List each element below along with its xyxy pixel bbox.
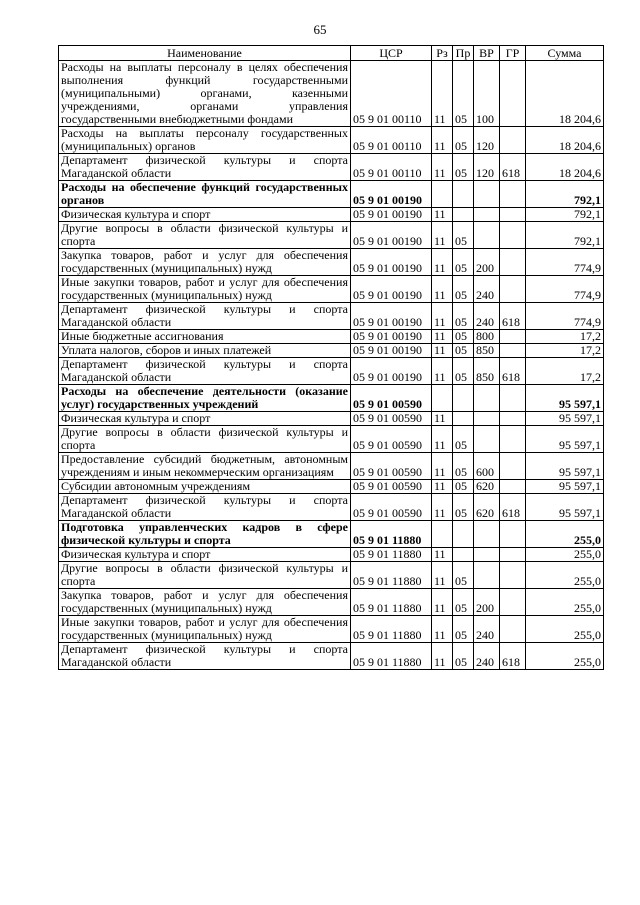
pr-cell: 05 [453,480,474,494]
sum-cell: 255,0 [526,589,604,616]
gr-cell: 618 [500,494,526,521]
vr-cell: 620 [474,480,500,494]
table-row [59,181,604,208]
pr-cell: 05 [453,249,474,276]
table-row [59,154,604,181]
sum-cell: 17,2 [526,330,604,344]
table-row [59,358,604,385]
sum-cell: 18 204,6 [526,154,604,181]
column-header-sum: Сумма [526,46,604,61]
csr-cell: 05 9 01 00110 [351,154,432,181]
gr-cell [500,249,526,276]
rz-cell: 11 [432,548,453,562]
csr-cell: 05 9 01 00590 [351,412,432,426]
sum-cell: 17,2 [526,344,604,358]
pr-cell: 05 [453,344,474,358]
name-cell: Субсидии автономным учреждениям [59,480,351,494]
csr-cell: 05 9 01 11880 [351,643,432,670]
pr-cell: 05 [453,616,474,643]
sum-cell: 774,9 [526,276,604,303]
table-row [59,222,604,249]
sum-cell: 95 597,1 [526,426,604,453]
table-header-row [59,46,604,61]
pr-cell [453,181,474,208]
table-row [59,548,604,562]
pr-cell: 05 [453,154,474,181]
name-cell: Другие вопросы в области физической культуры и спорта [59,222,351,249]
pr-cell: 05 [453,303,474,330]
vr-cell [474,181,500,208]
sum-cell: 774,9 [526,303,604,330]
csr-cell: 05 9 01 00590 [351,385,432,412]
pr-cell [453,521,474,548]
rz-cell [432,385,453,412]
name-cell: Предоставление субсидий бюджетным, автономным учреждениям и иным некоммерческим организациям [59,453,351,480]
name-cell: Подготовка управленческих кадров в сфере физической культуры и спорта [59,521,351,548]
table-row [59,521,604,548]
csr-cell: 05 9 01 00590 [351,480,432,494]
name-cell: Иные бюджетные ассигнования [59,330,351,344]
pr-cell: 05 [453,61,474,127]
pr-cell: 05 [453,494,474,521]
table-row [59,494,604,521]
name-cell: Физическая культура и спорт [59,548,351,562]
pr-cell: 05 [453,276,474,303]
rz-cell: 11 [432,358,453,385]
gr-cell [500,521,526,548]
name-cell: Департамент физической культуры и спорта Магаданской области [59,303,351,330]
vr-cell [474,562,500,589]
vr-cell: 240 [474,303,500,330]
table-row [59,276,604,303]
table-row [59,589,604,616]
sum-cell: 255,0 [526,643,604,670]
vr-cell: 850 [474,358,500,385]
vr-cell: 800 [474,330,500,344]
vr-cell: 120 [474,127,500,154]
table-row [59,616,604,643]
rz-cell [432,181,453,208]
pr-cell: 05 [453,562,474,589]
csr-cell: 05 9 01 11880 [351,589,432,616]
table-row [59,127,604,154]
name-cell: Физическая культура и спорт [59,412,351,426]
gr-cell [500,61,526,127]
table-row [59,453,604,480]
csr-cell: 05 9 01 00190 [351,181,432,208]
pr-cell: 05 [453,426,474,453]
sum-cell: 774,9 [526,249,604,276]
table-row [59,412,604,426]
sum-cell: 792,1 [526,208,604,222]
gr-cell [500,589,526,616]
sum-cell: 18 204,6 [526,127,604,154]
csr-cell: 05 9 01 00190 [351,249,432,276]
gr-cell: 618 [500,303,526,330]
sum-cell: 255,0 [526,548,604,562]
pr-cell: 05 [453,127,474,154]
sum-cell: 792,1 [526,222,604,249]
csr-cell: 05 9 01 00190 [351,303,432,330]
column-header-rz: Рз [432,46,453,61]
sum-cell: 95 597,1 [526,480,604,494]
csr-cell: 05 9 01 00190 [351,358,432,385]
rz-cell: 11 [432,562,453,589]
vr-cell: 240 [474,616,500,643]
sum-cell: 95 597,1 [526,453,604,480]
rz-cell: 11 [432,276,453,303]
budget-table [58,45,604,670]
column-header-csr: ЦСР [351,46,432,61]
table-row [59,61,604,127]
pr-cell: 05 [453,643,474,670]
sum-cell: 792,1 [526,181,604,208]
rz-cell: 11 [432,643,453,670]
table-body [59,61,604,670]
csr-cell: 05 9 01 00190 [351,276,432,303]
table-row [59,330,604,344]
name-cell: Иные закупки товаров, работ и услуг для обеспечения государственных (муниципальных) нужд [59,616,351,643]
pr-cell: 05 [453,589,474,616]
gr-cell [500,616,526,643]
gr-cell [500,412,526,426]
rz-cell: 11 [432,426,453,453]
sum-cell: 95 597,1 [526,412,604,426]
gr-cell: 618 [500,154,526,181]
rz-cell: 11 [432,61,453,127]
csr-cell: 05 9 01 00190 [351,330,432,344]
table-row [59,303,604,330]
csr-cell: 05 9 01 00590 [351,426,432,453]
vr-cell: 100 [474,61,500,127]
gr-cell [500,562,526,589]
rz-cell: 11 [432,303,453,330]
gr-cell [500,222,526,249]
sum-cell: 95 597,1 [526,494,604,521]
pr-cell [453,412,474,426]
csr-cell: 05 9 01 11880 [351,562,432,589]
table-row [59,562,604,589]
name-cell: Департамент физической культуры и спорта Магаданской области [59,154,351,181]
sum-cell: 255,0 [526,521,604,548]
gr-cell [500,181,526,208]
gr-cell [500,127,526,154]
rz-cell: 11 [432,154,453,181]
pr-cell [453,548,474,562]
column-header-gr: ГР [500,46,526,61]
name-cell: Департамент физической культуры и спорта Магаданской области [59,358,351,385]
table-row [59,480,604,494]
sum-cell: 18 204,6 [526,61,604,127]
name-cell: Департамент физической культуры и спорта Магаданской области [59,643,351,670]
name-cell: Расходы на выплаты персоналу государственных (муниципальных) органов [59,127,351,154]
table-row [59,426,604,453]
pr-cell: 05 [453,453,474,480]
page-number: 65 [313,22,327,37]
vr-cell: 600 [474,453,500,480]
name-cell: Расходы на обеспечение функций государственных органов [59,181,351,208]
gr-cell [500,330,526,344]
vr-cell: 850 [474,344,500,358]
gr-cell [500,480,526,494]
gr-cell: 618 [500,643,526,670]
name-cell: Физическая культура и спорт [59,208,351,222]
name-cell: Другие вопросы в области физической культуры и спорта [59,562,351,589]
csr-cell: 05 9 01 00590 [351,494,432,521]
vr-cell [474,412,500,426]
rz-cell: 11 [432,589,453,616]
gr-cell [500,548,526,562]
rz-cell: 11 [432,222,453,249]
pr-cell: 05 [453,330,474,344]
gr-cell [500,276,526,303]
sum-cell: 255,0 [526,616,604,643]
name-cell: Департамент физической культуры и спорта Магаданской области [59,494,351,521]
name-cell: Иные закупки товаров, работ и услуг для обеспечения государственных (муниципальных) нужд [59,276,351,303]
name-cell: Расходы на выплаты персоналу в целях обеспечения выполнения функций государственными (муниципальными) органами, казенными учреждениями, органами управления государственными внебюджетными фондами [59,61,351,127]
vr-cell: 120 [474,154,500,181]
pr-cell [453,385,474,412]
pr-cell: 05 [453,222,474,249]
vr-cell [474,208,500,222]
vr-cell: 240 [474,276,500,303]
vr-cell: 200 [474,249,500,276]
rz-cell: 11 [432,480,453,494]
rz-cell: 11 [432,344,453,358]
gr-cell [500,453,526,480]
sum-cell: 17,2 [526,358,604,385]
csr-cell: 05 9 01 00190 [351,344,432,358]
csr-cell: 05 9 01 00110 [351,127,432,154]
gr-cell [500,344,526,358]
name-cell: Уплата налогов, сборов и иных платежей [59,344,351,358]
gr-cell [500,426,526,453]
table-row [59,385,604,412]
rz-cell: 11 [432,249,453,276]
rz-cell: 11 [432,127,453,154]
name-cell: Другие вопросы в области физической культуры и спорта [59,426,351,453]
vr-cell: 240 [474,643,500,670]
rz-cell [432,521,453,548]
csr-cell: 05 9 01 00110 [351,61,432,127]
rz-cell: 11 [432,494,453,521]
rz-cell: 11 [432,616,453,643]
column-header-pr: Пр [453,46,474,61]
name-cell: Закупка товаров, работ и услуг для обеспечения государственных (муниципальных) нужд [59,249,351,276]
rz-cell: 11 [432,208,453,222]
name-cell: Расходы на обеспечение деятельности (оказание услуг) государственных учреждений [59,385,351,412]
csr-cell: 05 9 01 11880 [351,616,432,643]
sum-cell: 255,0 [526,562,604,589]
gr-cell [500,385,526,412]
vr-cell [474,426,500,453]
pr-cell: 05 [453,358,474,385]
vr-cell: 200 [474,589,500,616]
rz-cell: 11 [432,453,453,480]
rz-cell: 11 [432,330,453,344]
csr-cell: 05 9 01 00590 [351,453,432,480]
column-header-vr: ВР [474,46,500,61]
table-row [59,643,604,670]
vr-cell [474,385,500,412]
name-cell: Закупка товаров, работ и услуг для обеспечения государственных (муниципальных) нужд [59,589,351,616]
vr-cell [474,222,500,249]
table-row [59,249,604,276]
table-row [59,344,604,358]
rz-cell: 11 [432,412,453,426]
csr-cell: 05 9 01 11880 [351,521,432,548]
vr-cell: 620 [474,494,500,521]
table-row [59,208,604,222]
vr-cell [474,548,500,562]
csr-cell: 05 9 01 00190 [351,222,432,249]
csr-cell: 05 9 01 00190 [351,208,432,222]
pr-cell [453,208,474,222]
vr-cell [474,521,500,548]
gr-cell [500,208,526,222]
csr-cell: 05 9 01 11880 [351,548,432,562]
sum-cell: 95 597,1 [526,385,604,412]
gr-cell: 618 [500,358,526,385]
column-header-name: Наименование [59,46,351,61]
